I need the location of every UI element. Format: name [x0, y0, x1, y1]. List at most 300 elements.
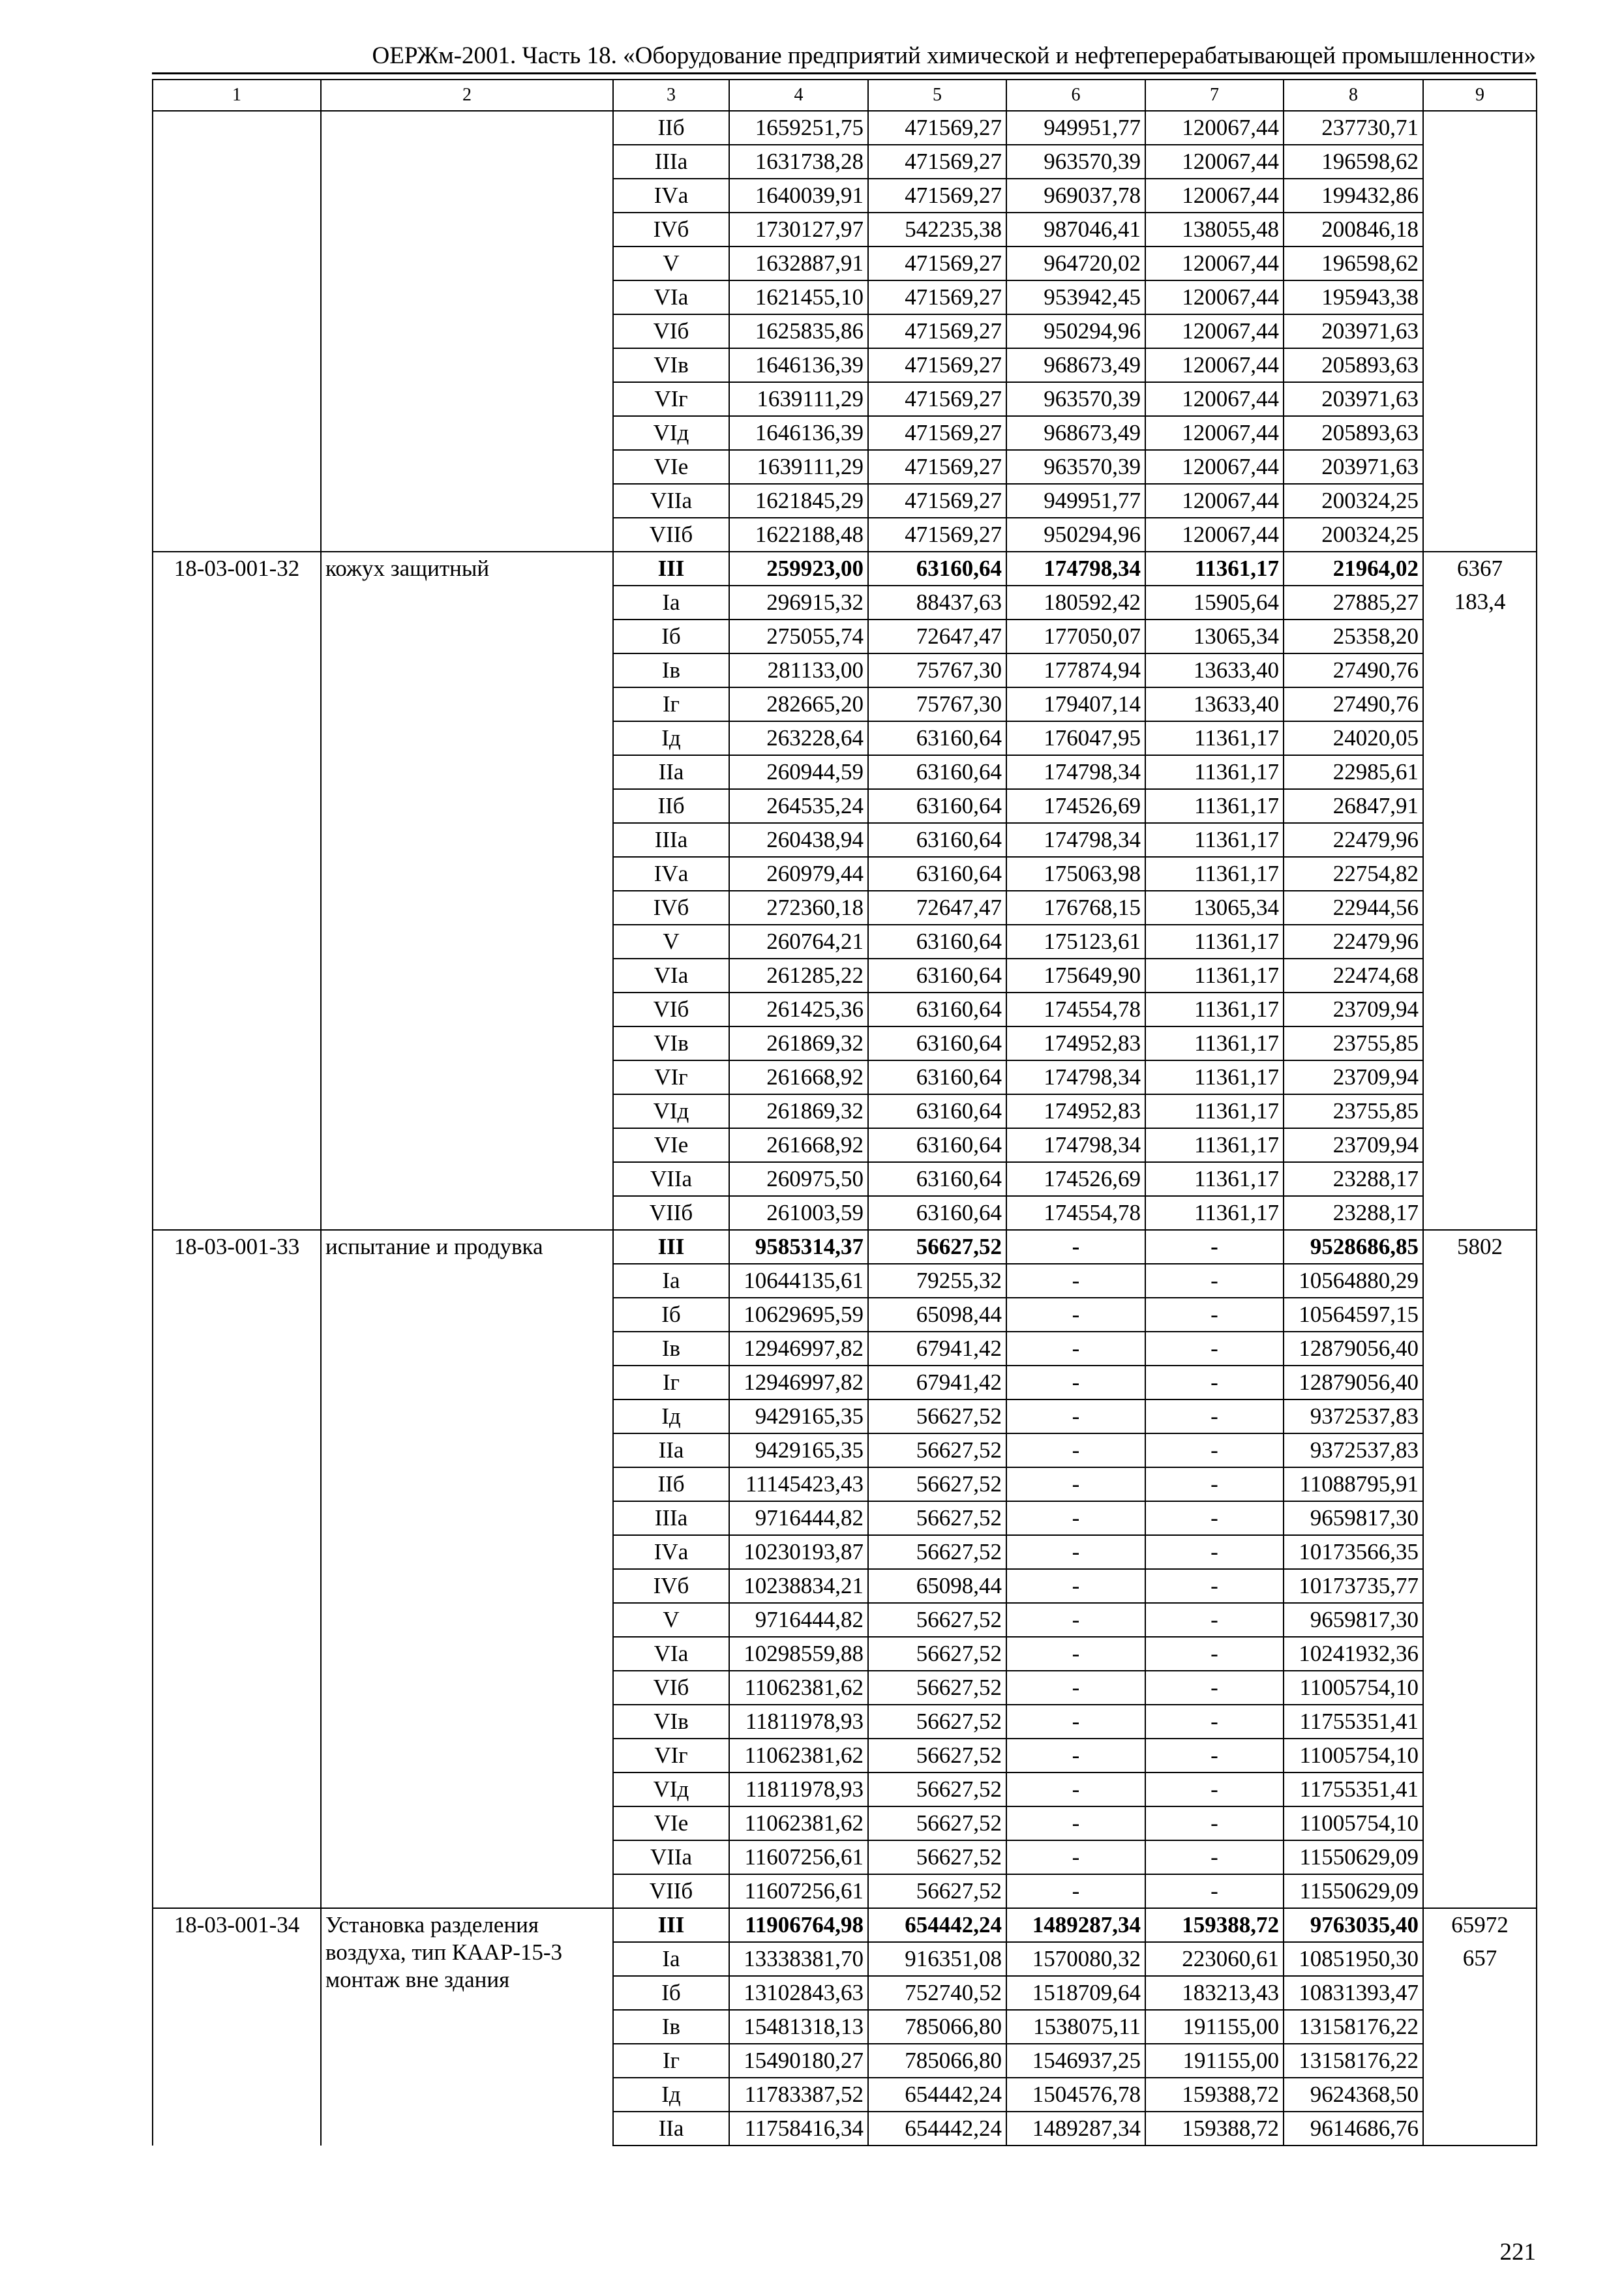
labor-hours-cell [1423, 925, 1537, 959]
total-cost-cell: 259923,00 [729, 552, 868, 586]
machine-cost-cell: - [1006, 1535, 1145, 1569]
labor-cost-cell: 63160,64 [868, 1060, 1006, 1094]
driver-wages-cell: 11361,17 [1145, 1094, 1284, 1128]
labor-cost-cell: 56627,52 [868, 1705, 1006, 1739]
zone-cell: III [613, 1230, 729, 1264]
labor-cost-cell: 654442,24 [868, 2078, 1006, 2112]
total-cost-cell: 11906764,98 [729, 1908, 868, 1942]
table-row [153, 1908, 1537, 1942]
machine-cost-cell: - [1006, 1739, 1145, 1773]
driver-wages-cell: - [1145, 1637, 1284, 1671]
materials-cost-cell: 23709,94 [1284, 993, 1423, 1026]
materials-cost-cell: 195943,38 [1284, 280, 1423, 314]
materials-cost-cell: 23755,85 [1284, 1094, 1423, 1128]
machine-cost-cell: 174526,69 [1006, 1162, 1145, 1196]
materials-cost-cell: 23709,94 [1284, 1060, 1423, 1094]
materials-cost-cell: 11550629,09 [1284, 1840, 1423, 1874]
labor-cost-cell: 785066,80 [868, 2044, 1006, 2078]
total-cost-cell: 263228,64 [729, 721, 868, 755]
total-cost-cell: 260944,59 [729, 755, 868, 789]
labor-hours-cell [1423, 993, 1537, 1026]
materials-cost-cell: 27490,76 [1284, 687, 1423, 721]
machine-cost-cell: - [1006, 1366, 1145, 1399]
driver-wages-cell: 11361,17 [1145, 1128, 1284, 1162]
header-rule [152, 72, 1536, 74]
driver-wages-cell: 120067,44 [1145, 145, 1284, 179]
zone-cell: VIIб [613, 1196, 729, 1230]
machine-cost-cell: 174798,34 [1006, 1128, 1145, 1162]
driver-wages-cell: - [1145, 1264, 1284, 1298]
zone-cell: IVб [613, 213, 729, 247]
zone-cell: VIг [613, 1739, 729, 1773]
labor-cost-cell: 63160,64 [868, 755, 1006, 789]
materials-cost-cell: 9372537,83 [1284, 1399, 1423, 1433]
total-cost-cell: 1632887,91 [729, 247, 868, 280]
labor-cost-cell: 67941,42 [868, 1332, 1006, 1366]
labor-cost-cell: 72647,47 [868, 620, 1006, 653]
labor-hours-cell [1423, 1298, 1537, 1332]
materials-cost-cell: 11755351,41 [1284, 1773, 1423, 1806]
machine-cost-cell: - [1006, 1569, 1145, 1603]
driver-wages-cell: - [1145, 1603, 1284, 1637]
zone-cell: VIа [613, 280, 729, 314]
zone-cell: VIг [613, 1060, 729, 1094]
materials-cost-cell: 9624368,50 [1284, 2078, 1423, 2112]
data-table [152, 79, 1537, 2146]
labor-hours-cell [1423, 653, 1537, 687]
zone-cell: VIб [613, 993, 729, 1026]
labor-hours-cell [1423, 620, 1537, 653]
total-cost-cell: 11607256,61 [729, 1840, 868, 1874]
labor-cost-cell: 79255,32 [868, 1264, 1006, 1298]
machine-cost-cell: - [1006, 1399, 1145, 1433]
driver-wages-cell: 13065,34 [1145, 891, 1284, 925]
machine-cost-cell: - [1006, 1298, 1145, 1332]
table-row [153, 552, 1537, 586]
labor-hours-cell [1423, 1806, 1537, 1840]
total-cost-cell: 281133,00 [729, 653, 868, 687]
zone-cell: V [613, 925, 729, 959]
driver-wages-cell: 120067,44 [1145, 111, 1284, 145]
total-cost-cell: 261869,32 [729, 1026, 868, 1060]
labor-cost-cell: 471569,27 [868, 247, 1006, 280]
materials-cost-cell: 10241932,36 [1284, 1637, 1423, 1671]
driver-wages-cell: 120067,44 [1145, 518, 1284, 552]
driver-wages-cell: 191155,00 [1145, 2044, 1284, 2078]
zone-cell: Iа [613, 1942, 729, 1976]
labor-hours-cell [1423, 1603, 1537, 1637]
machine-cost-cell: 964720,02 [1006, 247, 1145, 280]
driver-wages-cell: - [1145, 1773, 1284, 1806]
labor-hours-cell [1423, 2112, 1537, 2146]
labor-hours-cell [1423, 382, 1537, 416]
zone-cell: Iд [613, 2078, 729, 2112]
total-cost-cell: 10298559,88 [729, 1637, 868, 1671]
total-cost-cell: 11811978,93 [729, 1773, 868, 1806]
materials-cost-cell: 205893,63 [1284, 416, 1423, 450]
total-cost-cell: 9716444,82 [729, 1603, 868, 1637]
labor-hours-cell: 657 [1423, 1942, 1537, 1976]
labor-hours-cell [1423, 721, 1537, 755]
zone-cell: VIIа [613, 1840, 729, 1874]
column-number: 3 [613, 80, 729, 111]
total-cost-cell: 260975,50 [729, 1162, 868, 1196]
labor-cost-cell: 471569,27 [868, 314, 1006, 348]
labor-hours-cell [1423, 1128, 1537, 1162]
total-cost-cell: 261003,59 [729, 1196, 868, 1230]
driver-wages-cell: 138055,48 [1145, 213, 1284, 247]
machine-cost-cell: 949951,77 [1006, 111, 1145, 145]
driver-wages-cell: - [1145, 1569, 1284, 1603]
total-cost-cell: 1646136,39 [729, 348, 868, 382]
machine-cost-cell: 968673,49 [1006, 348, 1145, 382]
materials-cost-cell: 27885,27 [1284, 586, 1423, 620]
labor-hours-cell [1423, 1535, 1537, 1569]
total-cost-cell: 11811978,93 [729, 1705, 868, 1739]
total-cost-cell: 11062381,62 [729, 1806, 868, 1840]
labor-cost-cell: 471569,27 [868, 280, 1006, 314]
labor-hours-cell [1423, 280, 1537, 314]
labor-hours-cell [1423, 1162, 1537, 1196]
zone-cell: IIа [613, 1433, 729, 1467]
driver-wages-cell: 11361,17 [1145, 925, 1284, 959]
driver-wages-cell: 11361,17 [1145, 1162, 1284, 1196]
driver-wages-cell: 13065,34 [1145, 620, 1284, 653]
labor-cost-cell: 56627,52 [868, 1433, 1006, 1467]
labor-hours-cell [1423, 1332, 1537, 1366]
labor-cost-cell: 63160,64 [868, 823, 1006, 857]
total-cost-cell: 10230193,87 [729, 1535, 868, 1569]
machine-cost-cell: 174798,34 [1006, 552, 1145, 586]
labor-cost-cell: 67941,42 [868, 1366, 1006, 1399]
driver-wages-cell: 11361,17 [1145, 993, 1284, 1026]
total-cost-cell: 9716444,82 [729, 1501, 868, 1535]
total-cost-cell: 11607256,61 [729, 1874, 868, 1908]
materials-cost-cell: 23288,17 [1284, 1196, 1423, 1230]
materials-cost-cell: 24020,05 [1284, 721, 1423, 755]
labor-hours-cell [1423, 891, 1537, 925]
driver-wages-cell: - [1145, 1467, 1284, 1501]
labor-hours-cell [1423, 959, 1537, 993]
zone-cell: IIIа [613, 1501, 729, 1535]
zone-cell: Iг [613, 2044, 729, 2078]
labor-hours-cell [1423, 823, 1537, 857]
materials-cost-cell: 22944,56 [1284, 891, 1423, 925]
labor-cost-cell: 56627,52 [868, 1773, 1006, 1806]
total-cost-cell: 261425,36 [729, 993, 868, 1026]
zone-cell: IIа [613, 2112, 729, 2146]
labor-cost-cell: 471569,27 [868, 518, 1006, 552]
labor-hours-cell [1423, 1196, 1537, 1230]
driver-wages-cell: 11361,17 [1145, 823, 1284, 857]
labor-hours-cell [1423, 1773, 1537, 1806]
labor-cost-cell: 63160,64 [868, 857, 1006, 891]
driver-wages-cell: 159388,72 [1145, 2078, 1284, 2112]
zone-cell: IIIа [613, 823, 729, 857]
machine-cost-cell: 179407,14 [1006, 687, 1145, 721]
materials-cost-cell: 10831393,47 [1284, 1976, 1423, 2010]
zone-cell: IIIа [613, 145, 729, 179]
total-cost-cell: 9429165,35 [729, 1399, 868, 1433]
rate-code [153, 111, 321, 552]
labor-hours-cell [1423, 1671, 1537, 1705]
driver-wages-cell: 120067,44 [1145, 484, 1284, 518]
machine-cost-cell: 950294,96 [1006, 518, 1145, 552]
zone-cell: Iг [613, 687, 729, 721]
driver-wages-cell: 159388,72 [1145, 1908, 1284, 1942]
zone-cell: VIIб [613, 518, 729, 552]
driver-wages-cell: 223060,61 [1145, 1942, 1284, 1976]
total-cost-cell: 1625835,86 [729, 314, 868, 348]
total-cost-cell: 15490180,27 [729, 2044, 868, 2078]
labor-hours-cell [1423, 179, 1537, 213]
materials-cost-cell: 27490,76 [1284, 653, 1423, 687]
machine-cost-cell: 177050,07 [1006, 620, 1145, 653]
materials-cost-cell: 9528686,85 [1284, 1230, 1423, 1264]
column-number-row [153, 80, 1537, 111]
labor-cost-cell: 56627,52 [868, 1501, 1006, 1535]
machine-cost-cell: 969037,78 [1006, 179, 1145, 213]
materials-cost-cell: 22985,61 [1284, 755, 1423, 789]
driver-wages-cell: - [1145, 1433, 1284, 1467]
column-number: 1 [153, 80, 321, 111]
rate-code: 18-03-001-32 [153, 552, 321, 1230]
driver-wages-cell: 120067,44 [1145, 416, 1284, 450]
machine-cost-cell: 175123,61 [1006, 925, 1145, 959]
materials-cost-cell: 9659817,30 [1284, 1603, 1423, 1637]
labor-hours-cell [1423, 2044, 1537, 2078]
machine-cost-cell: 174798,34 [1006, 1060, 1145, 1094]
total-cost-cell: 12946997,82 [729, 1332, 868, 1366]
total-cost-cell: 275055,74 [729, 620, 868, 653]
labor-hours-cell [1423, 1501, 1537, 1535]
machine-cost-cell: 949951,77 [1006, 484, 1145, 518]
machine-cost-cell: - [1006, 1332, 1145, 1366]
total-cost-cell: 13102843,63 [729, 1976, 868, 2010]
machine-cost-cell: 176768,15 [1006, 891, 1145, 925]
total-cost-cell: 1646136,39 [729, 416, 868, 450]
total-cost-cell: 1730127,97 [729, 213, 868, 247]
total-cost-cell: 10629695,59 [729, 1298, 868, 1332]
total-cost-cell: 260764,21 [729, 925, 868, 959]
materials-cost-cell: 11755351,41 [1284, 1705, 1423, 1739]
labor-cost-cell: 542235,38 [868, 213, 1006, 247]
zone-cell: Iв [613, 1332, 729, 1366]
labor-cost-cell: 63160,64 [868, 1128, 1006, 1162]
materials-cost-cell: 203971,63 [1284, 450, 1423, 484]
labor-hours-cell [1423, 450, 1537, 484]
driver-wages-cell: - [1145, 1840, 1284, 1874]
labor-hours-cell [1423, 484, 1537, 518]
driver-wages-cell: - [1145, 1739, 1284, 1773]
labor-cost-cell: 63160,64 [868, 993, 1006, 1026]
driver-wages-cell: 120067,44 [1145, 247, 1284, 280]
zone-cell: Iа [613, 586, 729, 620]
total-cost-cell: 12946997,82 [729, 1366, 868, 1399]
materials-cost-cell: 10173735,77 [1284, 1569, 1423, 1603]
driver-wages-cell: 11361,17 [1145, 959, 1284, 993]
materials-cost-cell: 12879056,40 [1284, 1332, 1423, 1366]
total-cost-cell: 1639111,29 [729, 450, 868, 484]
column-number: 6 [1006, 80, 1145, 111]
total-cost-cell: 1621845,29 [729, 484, 868, 518]
driver-wages-cell: 159388,72 [1145, 2112, 1284, 2146]
labor-cost-cell: 65098,44 [868, 1569, 1006, 1603]
materials-cost-cell: 11005754,10 [1284, 1739, 1423, 1773]
zone-cell: III [613, 1908, 729, 1942]
materials-cost-cell: 11088795,91 [1284, 1467, 1423, 1501]
zone-cell: V [613, 247, 729, 280]
materials-cost-cell: 13158176,22 [1284, 2044, 1423, 2078]
labor-cost-cell: 471569,27 [868, 484, 1006, 518]
driver-wages-cell: 120067,44 [1145, 179, 1284, 213]
labor-hours-cell [1423, 1976, 1537, 2010]
machine-cost-cell: - [1006, 1501, 1145, 1535]
materials-cost-cell: 10564880,29 [1284, 1264, 1423, 1298]
zone-cell: IVб [613, 891, 729, 925]
labor-hours-cell [1423, 518, 1537, 552]
driver-wages-cell: 11361,17 [1145, 857, 1284, 891]
labor-hours-cell [1423, 247, 1537, 280]
total-cost-cell: 261285,22 [729, 959, 868, 993]
total-cost-cell: 9585314,37 [729, 1230, 868, 1264]
table-row [153, 1230, 1537, 1264]
machine-cost-cell: 963570,39 [1006, 382, 1145, 416]
driver-wages-cell: 120067,44 [1145, 280, 1284, 314]
driver-wages-cell: - [1145, 1332, 1284, 1366]
labor-hours-cell [1423, 2010, 1537, 2044]
materials-cost-cell: 205893,63 [1284, 348, 1423, 382]
labor-cost-cell: 75767,30 [868, 687, 1006, 721]
materials-cost-cell: 11005754,10 [1284, 1806, 1423, 1840]
driver-wages-cell: 11361,17 [1145, 755, 1284, 789]
zone-cell: IVа [613, 857, 729, 891]
materials-cost-cell: 11550629,09 [1284, 1874, 1423, 1908]
zone-cell: VIа [613, 959, 729, 993]
machine-cost-cell: 963570,39 [1006, 450, 1145, 484]
driver-wages-cell: - [1145, 1399, 1284, 1433]
materials-cost-cell: 196598,62 [1284, 247, 1423, 280]
column-number: 8 [1284, 80, 1423, 111]
materials-cost-cell: 10173566,35 [1284, 1535, 1423, 1569]
zone-cell: VIд [613, 1094, 729, 1128]
driver-wages-cell: 11361,17 [1145, 1026, 1284, 1060]
zone-cell: VIд [613, 1773, 729, 1806]
labor-hours-cell [1423, 1264, 1537, 1298]
driver-wages-cell: 11361,17 [1145, 789, 1284, 823]
materials-cost-cell: 9372537,83 [1284, 1433, 1423, 1467]
labor-cost-cell: 785066,80 [868, 2010, 1006, 2044]
table-body [153, 80, 1537, 2146]
labor-hours-cell [1423, 1399, 1537, 1433]
machine-cost-cell: 963570,39 [1006, 145, 1145, 179]
labor-hours-cell [1423, 789, 1537, 823]
driver-wages-cell: 120067,44 [1145, 314, 1284, 348]
column-number: 5 [868, 80, 1006, 111]
machine-cost-cell: 953942,45 [1006, 280, 1145, 314]
materials-cost-cell: 203971,63 [1284, 382, 1423, 416]
rate-code: 18-03-001-34 [153, 1908, 321, 2146]
machine-cost-cell: - [1006, 1230, 1145, 1264]
labor-cost-cell: 56627,52 [868, 1637, 1006, 1671]
column-number: 7 [1145, 80, 1284, 111]
driver-wages-cell: 120067,44 [1145, 348, 1284, 382]
total-cost-cell: 15481318,13 [729, 2010, 868, 2044]
zone-cell: VIе [613, 1128, 729, 1162]
machine-cost-cell: 1546937,25 [1006, 2044, 1145, 2078]
total-cost-cell: 11758416,34 [729, 2112, 868, 2146]
total-cost-cell: 9429165,35 [729, 1433, 868, 1467]
materials-cost-cell: 237730,71 [1284, 111, 1423, 145]
labor-cost-cell: 471569,27 [868, 145, 1006, 179]
labor-cost-cell: 63160,64 [868, 1162, 1006, 1196]
zone-cell: VIIа [613, 1162, 729, 1196]
zone-cell: VIд [613, 416, 729, 450]
machine-cost-cell: - [1006, 1840, 1145, 1874]
zone-cell: IIб [613, 1467, 729, 1501]
machine-cost-cell: 175063,98 [1006, 857, 1145, 891]
materials-cost-cell: 203971,63 [1284, 314, 1423, 348]
machine-cost-cell: 1504576,78 [1006, 2078, 1145, 2112]
zone-cell: Iг [613, 1366, 729, 1399]
zone-cell: VIв [613, 1705, 729, 1739]
driver-wages-cell: - [1145, 1671, 1284, 1705]
labor-cost-cell: 654442,24 [868, 1908, 1006, 1942]
driver-wages-cell: 11361,17 [1145, 721, 1284, 755]
materials-cost-cell: 196598,62 [1284, 145, 1423, 179]
machine-cost-cell: 175649,90 [1006, 959, 1145, 993]
zone-cell: Iв [613, 653, 729, 687]
zone-cell: Iд [613, 1399, 729, 1433]
machine-cost-cell: - [1006, 1874, 1145, 1908]
total-cost-cell: 261668,92 [729, 1060, 868, 1094]
materials-cost-cell: 22754,82 [1284, 857, 1423, 891]
labor-hours-cell [1423, 1094, 1537, 1128]
machine-cost-cell: 180592,42 [1006, 586, 1145, 620]
machine-cost-cell: 174952,83 [1006, 1026, 1145, 1060]
labor-cost-cell: 56627,52 [868, 1840, 1006, 1874]
driver-wages-cell: - [1145, 1806, 1284, 1840]
labor-hours-cell: 6367 [1423, 552, 1537, 586]
materials-cost-cell: 10851950,30 [1284, 1942, 1423, 1976]
zone-cell: Iа [613, 1264, 729, 1298]
zone-cell: IIа [613, 755, 729, 789]
driver-wages-cell: - [1145, 1705, 1284, 1739]
machine-cost-cell: 174554,78 [1006, 1196, 1145, 1230]
total-cost-cell: 1639111,29 [729, 382, 868, 416]
total-cost-cell: 11062381,62 [729, 1739, 868, 1773]
driver-wages-cell: 11361,17 [1145, 552, 1284, 586]
labor-cost-cell: 75767,30 [868, 653, 1006, 687]
driver-wages-cell: 13633,40 [1145, 687, 1284, 721]
total-cost-cell: 1622188,48 [729, 518, 868, 552]
machine-cost-cell: - [1006, 1603, 1145, 1637]
labor-hours-cell [1423, 348, 1537, 382]
zone-cell: VIв [613, 1026, 729, 1060]
total-cost-cell: 272360,18 [729, 891, 868, 925]
machine-cost-cell: 174526,69 [1006, 789, 1145, 823]
driver-wages-cell: 120067,44 [1145, 382, 1284, 416]
materials-cost-cell: 22474,68 [1284, 959, 1423, 993]
work-name: кожух защитный [321, 552, 613, 1230]
total-cost-cell: 1640039,91 [729, 179, 868, 213]
driver-wages-cell: 11361,17 [1145, 1060, 1284, 1094]
labor-cost-cell: 471569,27 [868, 382, 1006, 416]
zone-cell: VIа [613, 1637, 729, 1671]
driver-wages-cell: 183213,43 [1145, 1976, 1284, 2010]
labor-hours-cell [1423, 1026, 1537, 1060]
page-number: 221 [1499, 2239, 1536, 2266]
